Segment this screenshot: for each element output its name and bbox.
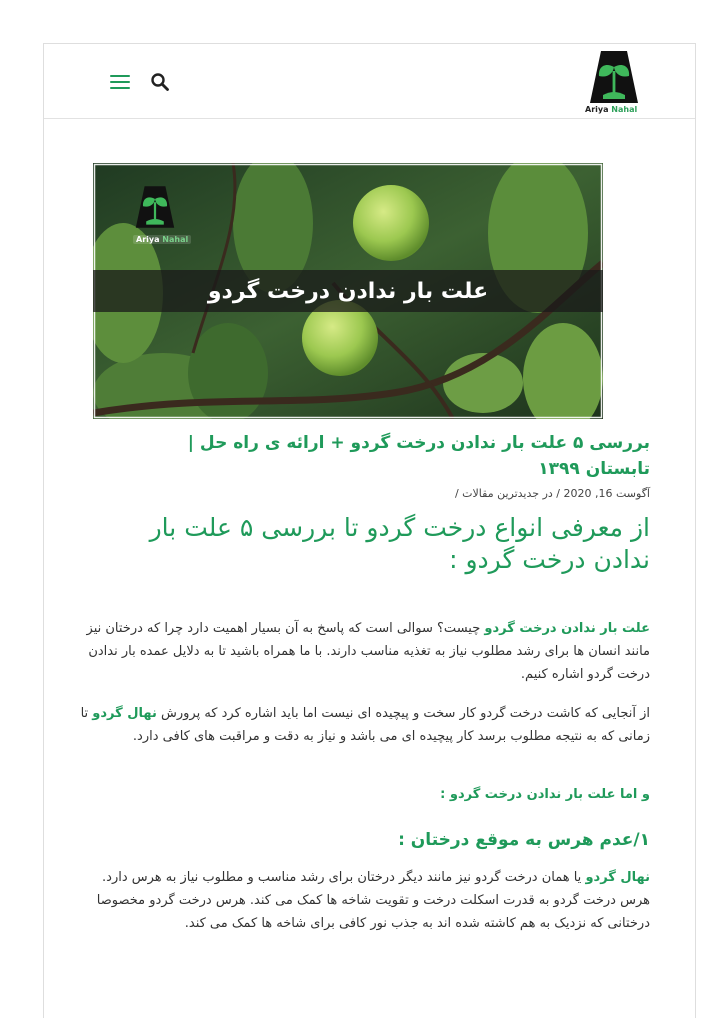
paragraph-1: [70, 617, 650, 686]
hero-title: علت بار ندادن درخت گردو: [207, 278, 489, 304]
walnut-seedling-link[interactable]: نهال گردو: [92, 706, 157, 721]
category-link[interactable]: جدیدترین مقالات: [462, 487, 540, 500]
site-header: [44, 44, 695, 119]
hamburger-menu-icon[interactable]: [110, 75, 130, 89]
section-heading-1: ۱/عدم هرس به موقع درختان :: [398, 830, 650, 850]
hero-logo-wordmark: Ariya Nahal: [133, 235, 191, 244]
walnut-seedling-link-2[interactable]: نهال گردو: [585, 870, 650, 885]
search-icon[interactable]: [150, 72, 170, 92]
post-meta: [455, 487, 650, 500]
hero-caption-band: [93, 270, 603, 312]
site-logo[interactable]: [585, 49, 639, 115]
post-date: آگوست 16, 2020: [563, 487, 650, 500]
hero-logo-icon: [135, 181, 175, 233]
page-frame: [43, 43, 696, 1018]
paragraph-1-lead: علت بار ندادن درخت گردو: [484, 621, 650, 636]
meta-separator: /: [552, 487, 564, 500]
logo-mark-icon: [589, 49, 639, 105]
intro-heading: از معرفی انواع درخت گردو تا بررسی ۵ علت بار ندادن درخت گردو :: [149, 513, 650, 574]
paragraph-3-text: یا همان درخت گردو نیز مانند دیگر درختان برای رشد مناسب و مطلوب نیاز به هرس دارد. هرس درخت گردو به قدرت اسکلت درخت و تقویت شاخه ها کمک می کند. هرس درخت گردو مخصوصا درختانی که نزدیک به هم کاشته شده اند به جذب نور کافی برای شاخه ها کمک می کند.: [96, 870, 650, 931]
paragraph-2-end: تا زمانی که به نتیجه مطلوب برسد کار پیچیده ای می باشد و نیاز به دقت و مراقبت های کافی دارد.: [80, 706, 650, 744]
paragraph-1-text: چیست؟ سوالی است که پاسخ به آن بسیار اهمیت دارد چرا که درختان نیز مانند انسان ها برای رشد مطلوب نیاز به تغذیه مناسب دارند. با ما همراه باشید تا به دلایل عمده بار ندادن درخت گردو اشاره کنیم.: [86, 621, 650, 682]
meta-trailing-separator: /: [454, 487, 463, 500]
paragraph-3: [70, 866, 650, 935]
hero-image: [93, 163, 603, 419]
paragraph-2: [70, 702, 650, 748]
logo-wordmark: Ariya Nahal: [585, 105, 638, 114]
post-title[interactable]: بررسی ۵ علت بار ندادن درخت گردو + ارائه ی راه حل | تابستان ۱۳۹۹: [187, 433, 650, 479]
paragraph-2-start: از آنجایی که کاشت درخت گردو کار سخت و پیچیده ای نیست اما باید اشاره کرد که پرورش: [156, 706, 650, 721]
category-prefix: در: [539, 487, 553, 500]
reasons-subheading: و اما علت بار ندادن درخت گردو :: [440, 787, 650, 802]
